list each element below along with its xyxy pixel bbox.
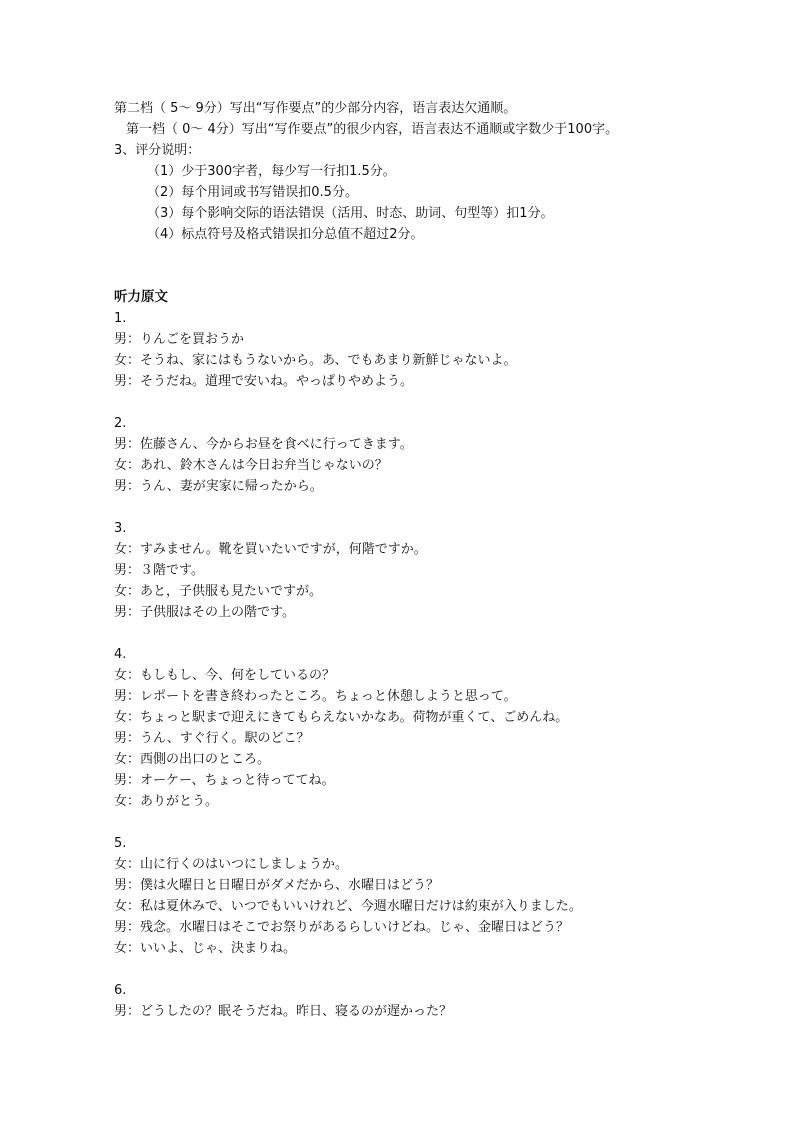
dialogue-line: 女：ありがとう。 (114, 794, 219, 809)
transcript-list (114, 308, 714, 1022)
dialogue-line: 男：オーケー、ちょっと待っててね。 (114, 773, 335, 788)
dialogue-number: 3. (114, 521, 127, 536)
scoring-tier1: 第一档（ 0～ 4分）写出“写作要点”的很少内容，语言表达不通顺或字数少于100字。 (126, 122, 619, 137)
dialogue-line: 女：そうね、家にはもうないから。あ、でもあまり新鮮じゃないよ。 (114, 353, 517, 368)
scoring-rule: （2）每个用词或书写错误扣0.5分。 (147, 185, 358, 200)
scoring-section-title: 3、评分说明： (114, 143, 201, 158)
dialogue-line: 男：３階です。 (114, 563, 204, 578)
scoring-rule: （1）少于300字者，每少写一行扣1.5分。 (147, 164, 396, 179)
transcript-heading: 听力原文 (114, 289, 168, 305)
dialogue-line: 男：りんごを買おうか (114, 332, 245, 347)
dialogue-line: 女：西側の出口のところ。 (114, 752, 271, 767)
dialogue-line: 男：うん、すぐ行く。駅のどこ？ (114, 731, 310, 746)
scoring-rule: （3）每个影响交际的语法错误（活用、时态、助词、句型等）扣1分。 (147, 206, 554, 221)
dialogue-item (114, 413, 714, 518)
dialogue-line: 女：いいよ、じゃ、決まりね。 (114, 941, 297, 956)
dialogue-number: 4. (114, 647, 127, 662)
dialogue-line: 男：そうだね。道理で安いね。やっぱりやめよう。 (114, 374, 414, 389)
dialogue-number: 5. (114, 836, 127, 851)
dialogue-item (114, 833, 714, 980)
dialogue-line: 女：すみません。靴を買いたいですが，何階ですか。 (114, 542, 427, 557)
dialogue-line: 男：僕は火曜日と日曜日がダメだから、水曜日はどう？ (114, 878, 440, 893)
dialogue-line: 女：山に行くのはいつにしましょうか。 (114, 857, 349, 872)
dialogue-line: 女：ちょっと駅まで迎えにきてもらえないかなあ。荷物が重くて、ごめんね。 (114, 710, 569, 725)
dialogue-line: 男：どうしたの？眠そうだね。昨日、寝るのが遅かった？ (114, 1004, 453, 1019)
dialogue-line: 男：残念。水曜日はそこでお祭りがあるらしいけどね。じゃ、金曜日はどう？ (114, 920, 570, 935)
dialogue-number: 6. (114, 983, 127, 998)
scoring-rule: （4）标点符号及格式错误扣分总值不超过2分。 (147, 227, 424, 242)
document-page (114, 98, 714, 1022)
dialogue-line: 男：うん、妻が実家に帰ったから。 (114, 479, 323, 494)
dialogue-item (114, 980, 714, 1022)
dialogue-line: 女：もしもし、今、何をしているの？ (114, 668, 336, 683)
dialogue-number: 1. (114, 311, 127, 326)
dialogue-line: 男：子供服はその上の階です。 (114, 605, 295, 620)
dialogue-line: 男：佐藤さん、今からお昼を食べに行ってきます。 (114, 437, 413, 452)
dialogue-item (114, 644, 714, 833)
dialogue-line: 男：レポートを書き終わったところ。ちょっと休憩しようと思って。 (114, 689, 517, 704)
dialogue-line: 女：あれ、鈴木さんは今日お弁当じゃないの？ (114, 458, 388, 473)
dialogue-item (114, 518, 714, 644)
dialogue-line: 女：私は夏休みで、いつでもいいけれど、今週水曜日だけは約束が入りました。 (114, 899, 582, 914)
scoring-tier2: 第二档（ 5～ 9分）写出“写作要点”的少部分内容，语言表达欠通顺。 (114, 101, 517, 116)
dialogue-line: 女：あと，子供服も見たいですが。 (114, 584, 323, 599)
dialogue-item (114, 308, 714, 413)
dialogue-number: 2. (114, 416, 127, 431)
